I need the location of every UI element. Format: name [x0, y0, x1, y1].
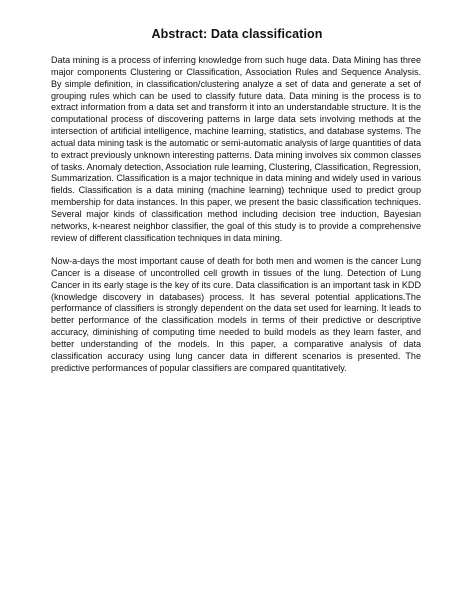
- document-title: Abstract: Data classification: [151, 27, 323, 41]
- abstract-paragraph-1: Data mining is a process of inferring knowledge from such huge data. Data Mining has three major components Clustering or Classification, Association Rules and Sequence Analysis. By simple definition, in classification/clustering analyze a set of data and generate a set of grouping rules which can be used to classify future data. Data mining is the process is to extract information from a data set and transform it into an understandable structure. It is the computational process of discovering patterns in large data sets involving methods at the intersection of artificial intelligence, machine learning, statistics, and database systems. The actual data mining task is the automatic or semi-automatic analysis of large quantities of data to extract previously unknown interesting patterns. Data mining involves six common classes of tasks. Anomaly detection, Association rule learning, Clustering, Classification, Regression, Summarization. Classification is a major technique in data mining and widely used in various fields. Classification is a data mining (machine learning) technique used to predict group membership for data instances. In this paper, we present the basic classification techniques. Several major kinds of classification method including decision tree induction, Bayesian networks, k-nearest neighbor classifier, the goal of this study is to provide a comprehensive review of different classification techniques in data mining.: [51, 55, 421, 243]
- abstract-paragraph-2: Now-a-days the most important cause of death for both men and women is the cancer Lung Cancer is a disease of uncontrolled cell growth in tissues of the lung. Detection of Lung Cancer in its early stage is the key of its cure. Data classification is an important task in KDD (knowledge discovery in databases) process. It has several potential applications.The performance of classifiers is strongly dependent on the data set used for learning. It leads to better performance of the classification models in terms of their predictive or descriptive accuracy, diminishing of computing time needed to build models as they learn faster, and better understanding of the models. In this paper, a comparative analysis of data classification accuracy using lung cancer data in different scenarios is presented. The predictive performances of popular classifiers are compared quantitatively.: [51, 256, 421, 373]
